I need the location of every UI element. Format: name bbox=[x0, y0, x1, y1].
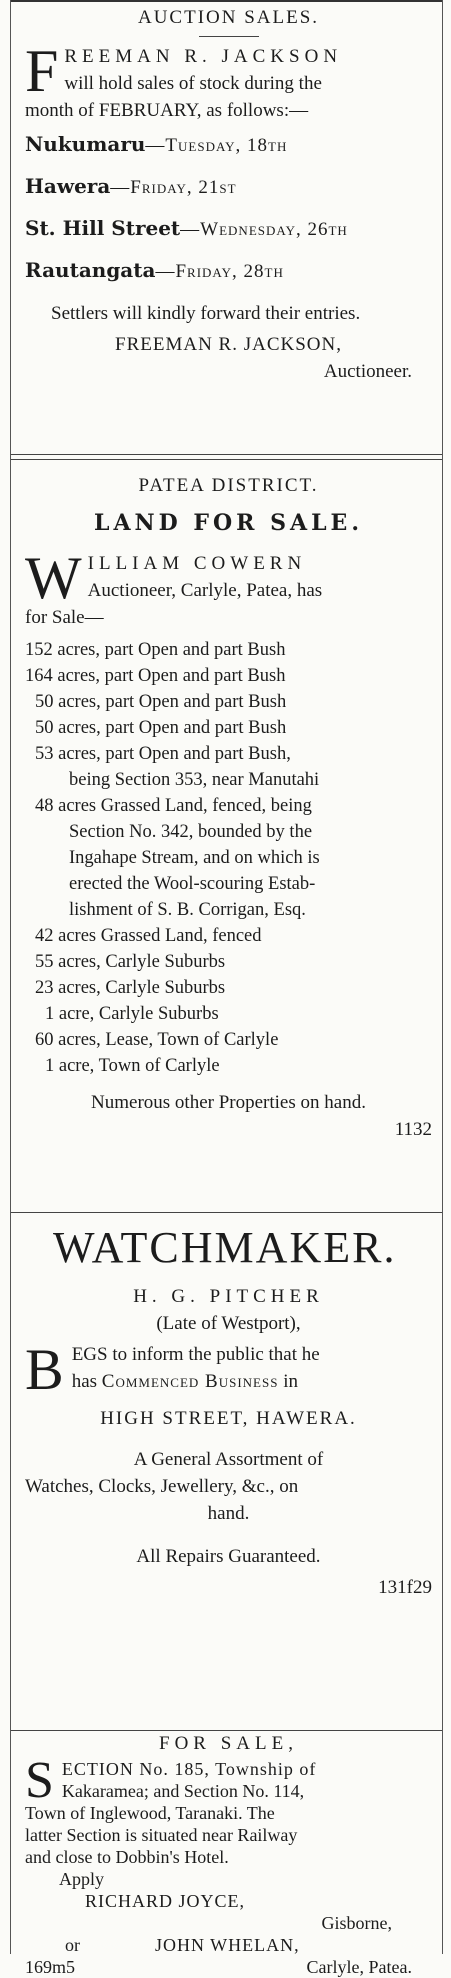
sale-schedule bbox=[25, 124, 432, 292]
list-item: 55 acres, Carlyle Suburbs bbox=[35, 952, 226, 972]
list-item: 42 acres Grassed Land, fenced bbox=[35, 926, 262, 946]
sale-text-5: and close to Dobbin's Hotel. bbox=[25, 1847, 229, 1867]
assortment-2: Watches, Clocks, Jewellery, &c., on bbox=[25, 1476, 299, 1497]
list-item: 23 acres, Carlyle Suburbs bbox=[35, 978, 226, 998]
list-item: 1 acre, Carlyle Suburbs bbox=[45, 1004, 219, 1024]
drop-cap: W bbox=[25, 545, 82, 611]
agent-2-row-2 bbox=[25, 1956, 432, 1978]
list-item: 50 acres, part Open and part Bush bbox=[35, 692, 287, 712]
list-item-continued: Section No. 342, bounded by the bbox=[69, 822, 313, 842]
list-item-continued: lishment of S. B. Corrigan, Esq. bbox=[69, 900, 306, 920]
agent-2-place: Carlyle, Patea. bbox=[306, 1957, 412, 1977]
watchmaker-heading: WATCHMAKER. bbox=[53, 1223, 397, 1272]
ad-reference: 1132 bbox=[394, 1119, 432, 1140]
settlers-note: Settlers will kindly forward their entries. bbox=[51, 303, 361, 324]
for-sale-ad bbox=[25, 1732, 432, 1978]
late-of: (Late of Westport), bbox=[156, 1313, 301, 1334]
repairs-guaranteed: All Repairs Guaranteed. bbox=[136, 1546, 321, 1567]
list-item: 152 acres, part Open and part Bush bbox=[25, 640, 286, 660]
for-sale-line: for Sale— bbox=[25, 607, 104, 628]
sale-text-2: Kakaramea; and Section No. 114, bbox=[61, 1781, 305, 1801]
sale-text-1: ECTION No. 185, Township of bbox=[61, 1759, 317, 1779]
auction-heading: AUCTION SALES. bbox=[137, 7, 320, 28]
drop-cap: B bbox=[25, 1337, 64, 1402]
for-sale-heading: FOR SALE, bbox=[159, 1733, 298, 1754]
top-rule bbox=[11, 0, 442, 2]
heading-rule bbox=[199, 36, 259, 37]
shop-address: HIGH STREET, HAWERA. bbox=[100, 1408, 357, 1429]
list-item: 53 acres, part Open and part Bush, bbox=[35, 744, 291, 764]
newspaper-column bbox=[10, 0, 443, 1977]
list-item: 50 acres, part Open and part Bush bbox=[35, 718, 287, 738]
schedule-item: Nukumaru—Tuesday, 18th bbox=[25, 132, 288, 156]
assortment-3: hand. bbox=[207, 1503, 250, 1524]
schedule-item: Hawera—Friday, 21st bbox=[25, 174, 237, 198]
auction-sales-ad bbox=[25, 6, 432, 385]
watch-text-2: has Commenced Business in bbox=[71, 1371, 298, 1392]
or-label: or bbox=[65, 1935, 80, 1955]
schedule-item: St. Hill Street—Wednesday, 26th bbox=[25, 216, 348, 240]
watch-text-1: EGS to inform the public that he bbox=[71, 1344, 320, 1365]
ad-reference: 131f29 bbox=[378, 1577, 432, 1598]
list-item: 164 acres, part Open and part Bush bbox=[25, 666, 286, 686]
auctioneer-name: ILLIAM COWERN bbox=[87, 553, 307, 574]
land-for-sale-heading: LAND FOR SALE. bbox=[94, 510, 363, 536]
schedule-item: Rautangata—Friday, 28th bbox=[25, 258, 284, 282]
auction-text-1: will hold sales of stock during the bbox=[64, 73, 322, 94]
list-item-continued: being Section 353, near Manutahi bbox=[69, 770, 320, 790]
patea-land-ad bbox=[25, 474, 432, 1143]
apply-label: Apply bbox=[59, 1869, 104, 1889]
signature-title: Auctioneer. bbox=[323, 361, 412, 382]
watchmaker-name: H. G. PITCHER bbox=[133, 1286, 324, 1307]
property-list bbox=[25, 637, 432, 1079]
list-item-continued: erected the Wool-scouring Estab- bbox=[69, 874, 316, 894]
auction-text-2: month of FEBRUARY, as follows:— bbox=[25, 100, 309, 121]
signature: FREEMAN R. JACKSON, bbox=[115, 334, 342, 355]
list-item: 48 acres Grassed Land, fenced, being bbox=[35, 796, 312, 816]
agent-2-name: JOHN WHELAN, bbox=[155, 1935, 300, 1955]
list-item: 1 acre, Town of Carlyle bbox=[45, 1056, 220, 1076]
auctioneer-name: REEMAN R. JACKSON bbox=[64, 46, 343, 67]
patea-heading: PATEA DISTRICT. bbox=[138, 475, 319, 496]
drop-cap: F bbox=[25, 38, 59, 104]
sale-text-3: Town of Inglewood, Taranaki. The bbox=[25, 1803, 275, 1823]
agent-2-row bbox=[25, 1934, 432, 1956]
drop-cap: S bbox=[25, 1752, 54, 1809]
section-rule bbox=[11, 1212, 442, 1213]
agent-1-place: Gisborne, bbox=[321, 1913, 392, 1933]
section-rule bbox=[11, 454, 442, 460]
agent-1-name: RICHARD JOYCE, bbox=[85, 1891, 246, 1911]
assortment-1: A General Assortment of bbox=[133, 1449, 324, 1470]
numerous-properties: Numerous other Properties on hand. bbox=[91, 1092, 366, 1113]
ad-reference: 169m5 bbox=[25, 1957, 76, 1977]
sale-text-4: latter Section is situated near Railway bbox=[25, 1825, 298, 1845]
watchmaker-ad bbox=[25, 1222, 432, 1601]
list-item: 60 acres, Lease, Town of Carlyle bbox=[35, 1030, 279, 1050]
section-rule bbox=[11, 1730, 442, 1731]
list-item-continued: Ingahape Stream, and on which is bbox=[69, 848, 320, 868]
auctioneer-address: Auctioneer, Carlyle, Patea, has bbox=[87, 580, 323, 601]
